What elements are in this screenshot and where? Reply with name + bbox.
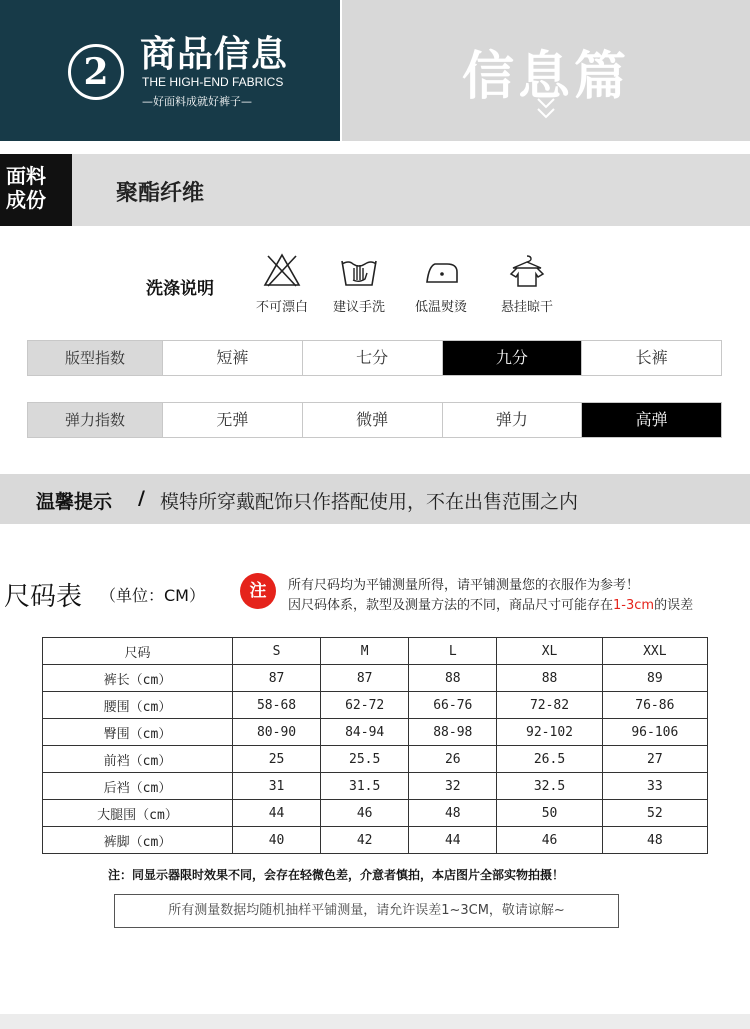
table-cell: 84-94: [321, 719, 409, 746]
table-cell: 46: [497, 827, 602, 854]
table-row: [43, 719, 708, 746]
table-header-row: [43, 638, 708, 665]
table-cell: 27: [602, 746, 707, 773]
header-title: 商品信息: [140, 33, 289, 75]
hand-wash-icon: [339, 252, 379, 288]
size-table: [42, 637, 708, 854]
bottom-divider: [0, 1014, 750, 1029]
table-header-cell: L: [409, 638, 497, 665]
header-subtitle-en: THE HIGH-END FABRICS: [142, 75, 284, 89]
size-note-suffix: 的误差: [654, 598, 694, 613]
no-bleach-icon: [262, 252, 302, 288]
stretch-option-none: 无弹: [162, 403, 302, 437]
table-cell: 88: [497, 665, 602, 692]
table-header-cell: XL: [497, 638, 602, 665]
fit-index-row: [27, 340, 722, 376]
table-row: [43, 773, 708, 800]
wash-item-no-bleach: [242, 252, 322, 315]
size-note-tolerance: 1-3cm: [613, 598, 655, 613]
info-section-title: 信息篇: [461, 46, 630, 107]
table-cell: 大腿围（cm）: [43, 800, 233, 827]
table-row: [43, 800, 708, 827]
table-cell: 50: [497, 800, 602, 827]
wash-label: 不可漂白: [255, 300, 308, 315]
table-cell: 88-98: [409, 719, 497, 746]
size-chart-title: 尺码表: [4, 582, 83, 612]
hang-dry-icon: [507, 252, 547, 288]
wash-label: 低温熨烫: [414, 300, 467, 315]
table-cell: 前裆（cm）: [43, 746, 233, 773]
table-row: [43, 692, 708, 719]
table-cell: 58-68: [233, 692, 321, 719]
table-header-cell: 尺码: [43, 638, 233, 665]
table-cell: 裤脚（cm）: [43, 827, 233, 854]
wash-item-hang-dry: [487, 252, 567, 315]
table-cell: 48: [409, 800, 497, 827]
table-row: [43, 746, 708, 773]
table-row: [43, 827, 708, 854]
size-note-text: 因尺码体系，款型及测量方法的不同，商品尺寸可能存在: [288, 598, 614, 613]
stretch-option-high: 高弹: [581, 403, 721, 437]
header-right-panel: [342, 0, 750, 141]
header-banner: [0, 0, 750, 141]
table-cell: 裤长（cm）: [43, 665, 233, 692]
table-cell: 31: [233, 773, 321, 800]
section-number-badge: 2: [68, 44, 124, 100]
fabric-label: [0, 154, 72, 226]
table-cell: 44: [233, 800, 321, 827]
tip-label: 温馨提示: [36, 491, 113, 513]
table-cell: 40: [233, 827, 321, 854]
fit-index-label: 版型指数: [28, 341, 162, 375]
table-cell: 48: [602, 827, 707, 854]
table-cell: 87: [321, 665, 409, 692]
fabric-label-line1: 面料: [6, 164, 46, 188]
table-cell: 26.5: [497, 746, 602, 773]
size-chart-unit: （单位：CM）: [100, 586, 205, 605]
fit-option-ankle: 九分: [442, 341, 582, 375]
washing-title: 洗涤说明: [146, 279, 214, 299]
table-cell: 80-90: [233, 719, 321, 746]
double-chevron-down-icon: [534, 96, 558, 122]
table-cell: 44: [409, 827, 497, 854]
stretch-index-label: 弹力指数: [28, 403, 162, 437]
table-cell: 32: [409, 773, 497, 800]
size-note-line1: 所有尺码均为平铺测量所得，请平铺测量您的衣服作为参考！: [288, 578, 640, 593]
wash-label: 悬挂晾干: [500, 300, 553, 315]
table-header-cell: XXL: [602, 638, 707, 665]
stretch-index-row: [27, 402, 722, 438]
stretch-option-stretch: 弹力: [442, 403, 582, 437]
tip-slash: /: [138, 487, 145, 509]
table-cell: 42: [321, 827, 409, 854]
table-cell: 96-106: [602, 719, 707, 746]
table-cell: 33: [602, 773, 707, 800]
table-cell: 66-76: [409, 692, 497, 719]
note-badge: 注: [240, 573, 276, 609]
table-cell: 72-82: [497, 692, 602, 719]
fit-option-full: 长裤: [581, 341, 721, 375]
fabric-composition-band: [0, 154, 750, 226]
table-cell: 87: [233, 665, 321, 692]
table-cell: 腰围（cm）: [43, 692, 233, 719]
fabric-label-line2: 成份: [6, 188, 46, 212]
wash-item-hand-wash: [319, 252, 399, 315]
fit-option-shorts: 短裤: [162, 341, 302, 375]
fabric-value: 聚酯纤维: [116, 180, 205, 206]
table-cell: 46: [321, 800, 409, 827]
table-cell: 26: [409, 746, 497, 773]
table-cell: 92-102: [497, 719, 602, 746]
wash-label: 建议手洗: [332, 300, 385, 315]
table-cell: 32.5: [497, 773, 602, 800]
table-cell: 25.5: [321, 746, 409, 773]
tip-text: 模特所穿戴配饰只作搭配使用，不在出售范围之内: [160, 491, 579, 513]
measurement-disclaimer-box: 所有测量数据均随机抽样平铺测量，请允许误差1~3CM，敬请谅解~: [114, 894, 619, 928]
table-cell: 62-72: [321, 692, 409, 719]
table-header-cell: S: [233, 638, 321, 665]
table-header-cell: M: [321, 638, 409, 665]
table-cell: 31.5: [321, 773, 409, 800]
header-left-panel: [0, 0, 340, 141]
table-cell: 臀围（cm）: [43, 719, 233, 746]
size-note-line2: [288, 594, 750, 613]
table-cell: 76-86: [602, 692, 707, 719]
table-cell: 25: [233, 746, 321, 773]
table-cell: 88: [409, 665, 497, 692]
table-cell: 52: [602, 800, 707, 827]
table-row: [43, 665, 708, 692]
low-iron-icon: [421, 252, 461, 288]
table-cell: 后裆（cm）: [43, 773, 233, 800]
color-disclaimer: 注：同显示器限时效果不同，会存在轻微色差，介意者慎拍，本店图片全部实物拍摄！: [108, 868, 565, 882]
header-tagline: —好面料成就好裤子—: [142, 95, 252, 108]
stretch-option-slight: 微弹: [302, 403, 442, 437]
tip-band: [0, 474, 750, 524]
table-cell: 89: [602, 665, 707, 692]
wash-item-low-iron: [401, 252, 481, 315]
fit-option-cropped: 七分: [302, 341, 442, 375]
